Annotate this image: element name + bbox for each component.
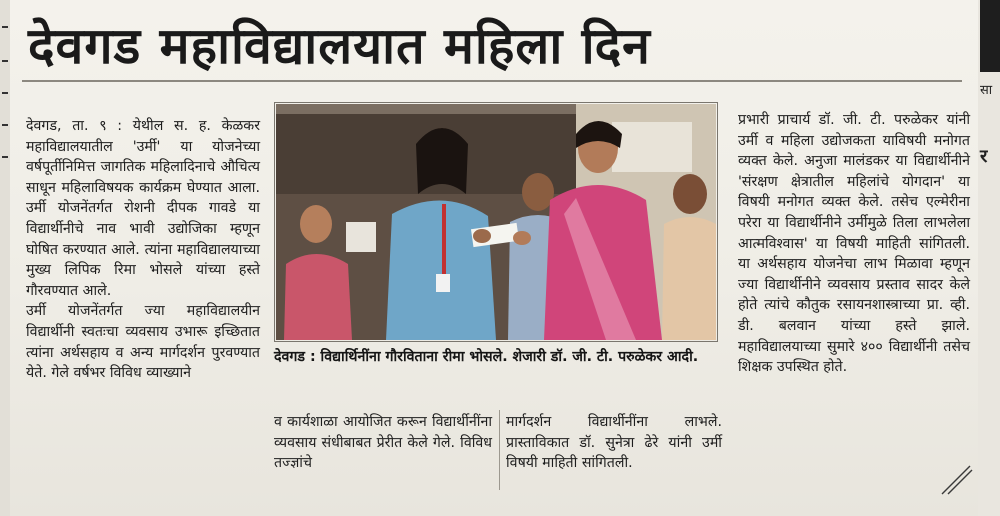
column-divider — [499, 410, 500, 490]
headline-rule — [22, 80, 962, 82]
news-photo — [276, 104, 716, 340]
adjacent-text-fragment: र — [980, 146, 988, 167]
photo-caption: देवगड : विद्यार्थिनींना गौरविताना रीमा भोसले. शेजारी डॉ. जी. टी. परुळेकर आदी. — [274, 349, 699, 365]
article-column-2: व कार्यशाळा आयोजित करून विद्यार्थीनींना व्यवसाय संधीबाबत प्रेरीत केले गेले. विविध तज्ज्ञांचे — [274, 414, 492, 472]
article-column-3: मार्गदर्शन विद्यार्थीनींना लाभले. प्रास्ताविकात डॉ. सुनेत्रा ढेरे यांनी उर्मी विषयी माहिती सांगितली. — [506, 414, 722, 472]
article-column-1: देवगड, ता. ९ : येथील स. ह. केळकर महाविद्यालयातील 'उर्मी' या योजनेच्या वर्षपूर्तीनिमित्त जागतिक महिलादिनाचे औचित्य साधून महिलाविषयक कार्यक्रम घेण्यात आला. उर्मी योजनेंतर्गत रोशनी दीपक गावडे या विद्यार्थीनीचे नाव भावी उद्योजिका म्हणून घोषित करण्यात आले. त्यांना महाविद्यालयाच्या मुख्य लिपिक रिमा भोसले यांच्या हस्ते गौरवण्यात आले. उर्मी योजनेंतर्गत ज्या महाविद्यालयीन विद्यार्थीनी स्वतःचा व्यवसाय उभारू इच्छितात त्यांना अर्थसहाय व अन्य मार्गदर्शन पुरवण्यात येते. गेले वर्षभर विविध व्याख्याने — [26, 118, 260, 382]
photo-illustration — [276, 104, 716, 340]
headline: देवगड महाविद्यालयात महिला दिन — [28, 17, 651, 75]
corner-mark-icon — [940, 462, 974, 496]
adjacent-article-strip — [978, 0, 1000, 516]
article-column-4: प्रभारी प्राचार्य डॉ. जी. टी. परुळेकर यांनी उर्मी व महिला उद्योजकता याविषयी मनोगत व्यक्त केले. अनुजा मालंडकर या विद्यार्थीनीने 'संरक्षण क्षेत्रातील महिलांचे योगदान' या विषयी मनोगत व्यक्त केले. तसेच एल्मेरीना परेरा या विद्यार्थीनीने उर्मीमुळे तिला लाभलेला आत्मविश्वास' या विषयी माहिती सांगितली. या अर्थसहाय योजनेचा लाभ मिळावा म्हणून ज्या विद्यार्थीनीने व्यवसाय प्रस्ताव सादर केले होते त्यांचे कौतुक रसायनशास्त्राच्या प्रा. व्ही. डी. बलवान यांच्या हस्ते झाले. महाविद्यालयाच्या सुमारे ४०० विद्यार्थीनी तसेच शिक्षक उपस्थित होते. — [738, 112, 970, 376]
adjacent-text-fragment: सा — [980, 83, 993, 98]
adjacent-photo-edge — [980, 0, 1000, 72]
